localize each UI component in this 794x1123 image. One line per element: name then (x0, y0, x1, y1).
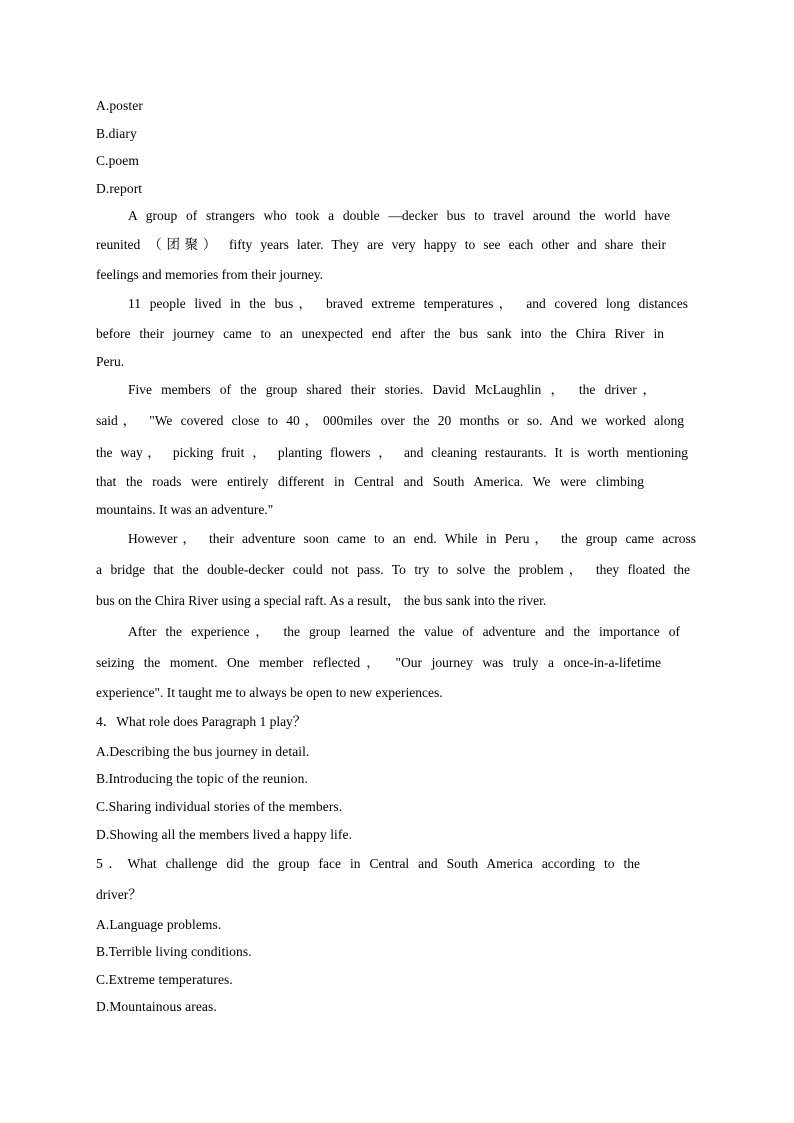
passage-p2-line-2: before their journey came to an unexpected end after the bus sank into the Chira River in (96, 326, 664, 341)
q4-option-c: C.Sharing individual stories of the members. (96, 799, 343, 814)
passage-p5-line-1: After the experience， the group learned the value of adventure and the importance of (128, 624, 680, 639)
passage-p3-line-2: said， "We covered close to 40，000miles over the 20 months or so. And we worked along (96, 413, 684, 428)
q5-option-a: A.Language problems. (96, 917, 222, 932)
passage-p5-line-2: seizing the moment. One member reflected， "Our journey was truly a once-in-a-lifetime (96, 655, 661, 670)
q5-stem-line-2: driver？ (96, 887, 142, 902)
q4-option-a: A.Describing the bus journey in detail. (96, 744, 310, 759)
passage-p3-line-3: the way， picking fruit ， planting flowers ， and cleaning restaurants. It is worth mentioning (96, 445, 688, 460)
q5-stem-line-1: 5．What challenge did the group face in Central and South America according to the (96, 856, 640, 871)
passage-p3-line-1: Five members of the group shared their stories. David McLaughlin ， the driver， (128, 382, 656, 397)
q4-option-d: D.Showing all the members lived a happy life. (96, 827, 353, 842)
passage-p2-line-3: Peru. (96, 354, 125, 369)
passage-p3-line-4: that the roads were entirely different in Central and South America. We were climbing (96, 474, 644, 489)
passage-p3-line-5: mountains. It was an adventure." (96, 502, 274, 517)
q4-stem: 4．What role does Paragraph 1 play？ (96, 714, 307, 729)
passage-p5-line-3: experience". It taught me to always be open to new experiences. (96, 685, 443, 700)
q3-option-a: A.poster (96, 98, 143, 113)
q4-option-b: B.Introducing the topic of the reunion. (96, 771, 308, 786)
passage-p1-line-3: feelings and memories from their journey. (96, 267, 324, 282)
q3-option-b: B.diary (96, 126, 137, 141)
q3-option-c: C.poem (96, 153, 139, 168)
q5-option-d: D.Mountainous areas. (96, 999, 217, 1014)
passage-p4-line-2: a bridge that the double-decker could not pass. To try to solve the problem， they floated the (96, 562, 690, 577)
q3-option-d: D.report (96, 181, 143, 196)
passage-p1-line-1: A group of strangers who took a double —decker bus to travel around the world have (128, 208, 670, 223)
passage-p4-line-3: bus on the Chira River using a special raft. As a result， the bus sank into the river. (96, 593, 547, 608)
q5-option-b: B.Terrible living conditions. (96, 944, 252, 959)
passage-p2-line-1: 11 people lived in the bus， braved extreme temperatures， and covered long distances (128, 296, 688, 311)
passage-p4-line-1: However， their adventure soon came to an end. While in Peru， the group came across (128, 531, 696, 546)
passage-p1-line-2: reunited （团聚） fifty years later. They are very happy to see each other and share their (96, 237, 666, 252)
q5-option-c: C.Extreme temperatures. (96, 972, 233, 987)
